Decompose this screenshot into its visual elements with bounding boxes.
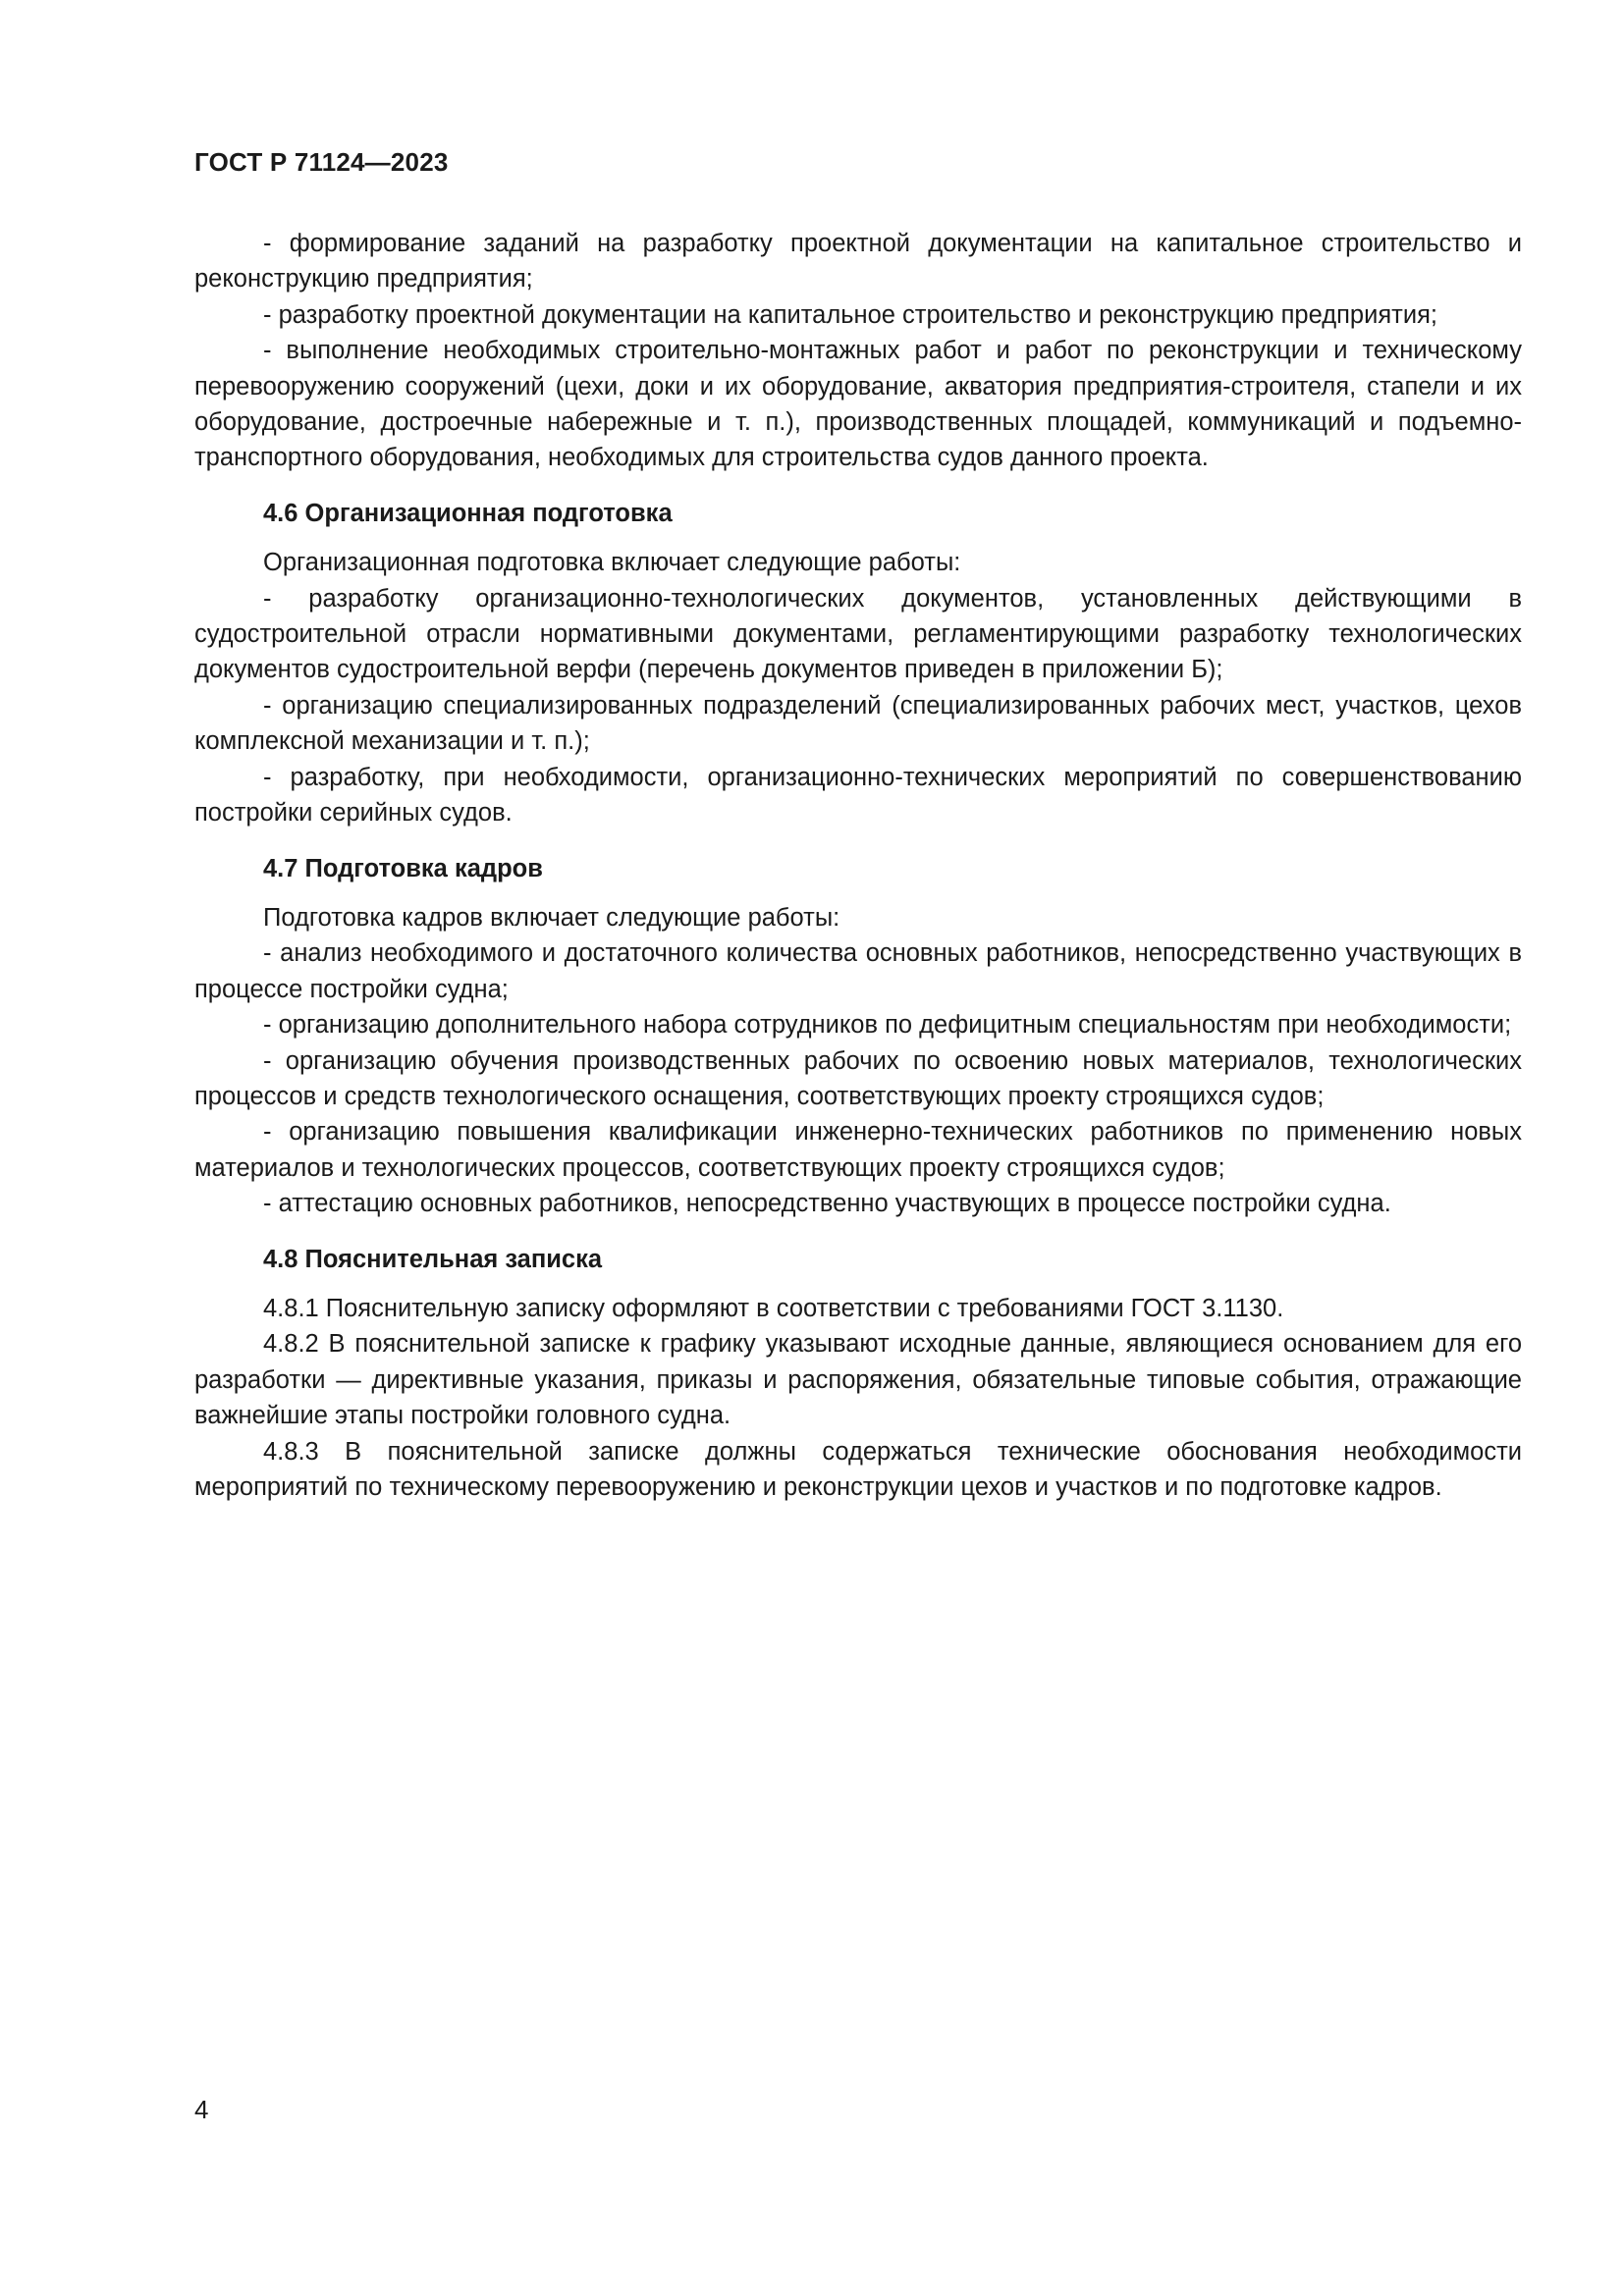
numbered-clause: 4.8.3 В пояснительной записке должны содержаться технические обоснования необходимости мероприятий по техническому перевооружению и реконструкции цехов и участков и по подготовке кадров.: [194, 1437, 1522, 1501]
list-item: - организацию повышения квалификации инженерно-технических работников по применению новых материалов и технологических процессов, соответствующих проекту строящихся судов;: [194, 1118, 1522, 1182]
section-heading-4-7: 4.7 Подготовка кадров: [263, 854, 543, 882]
numbered-clause: 4.8.1 Пояснительную записку оформляют в соответствии с требованиями ГОСТ 3.1130.: [263, 1294, 1284, 1322]
list-item: - организацию дополнительного набора сотрудников по дефицитным специальностям при необходимости;: [263, 1011, 1512, 1040]
section-lead: Подготовка кадров включает следующие работы:: [263, 903, 840, 932]
section-heading-4-6: 4.6 Организационная подготовка: [263, 499, 673, 527]
section-heading-4-8: 4.8 Пояснительная записка: [263, 1245, 603, 1273]
list-item: - анализ необходимого и достаточного количества основных работников, непосредственно участвующих в процессе постройки судна;: [194, 939, 1522, 1003]
list-item: - разработку, при необходимости, организационно-технических мероприятий по совершенствованию постройки серийных судов.: [194, 763, 1522, 828]
list-item: - разработку организационно-технологических документов, установленных действующими в судостроительной отрасли нормативными документами, регламентирующими разработку технологических документов судостроительной верфи (перечень документов приведен в приложении Б);: [194, 584, 1522, 684]
list-item: - формирование заданий на разработку проектной документации на капитальное строительство и реконструкцию предприятия;: [194, 230, 1522, 294]
list-item: - организацию специализированных подразделений (специализированных рабочих мест, участков, цехов комплексной механизации и т. п.);: [194, 691, 1522, 756]
document-body: [194, 226, 1522, 1505]
page-number: 4: [194, 2095, 209, 2124]
list-item: - аттестацию основных работников, непосредственно участвующих в процессе постройки судна.: [263, 1190, 1391, 1218]
document-code-header: ГОСТ Р 71124—2023: [194, 147, 449, 177]
list-item: - организацию обучения производственных рабочих по освоению новых материалов, технологических процессов и средств технологического оснащения, соответствующих проекту строящихся судов;: [194, 1046, 1522, 1110]
list-item: - выполнение необходимых строительно-монтажных работ и работ по реконструкции и техническому перевооружению сооружений (цехи, доки и их оборудование, акватория предприятия-строителя, стапели и их оборудование, достроечные набережные и т. п.), производственных площадей, коммуникаций и подъемно-транспортного оборудования, необходимых для строительства судов данного проекта.: [194, 337, 1522, 472]
section-lead: Организационная подготовка включает следующие работы:: [263, 549, 961, 577]
list-item: - разработку проектной документации на капитальное строительство и реконструкцию предприятия;: [263, 300, 1437, 329]
numbered-clause: 4.8.2 В пояснительной записке к графику указывают исходные данные, являющиеся основанием для его разработки — директивные указания, приказы и распоряжения, обязательные типовые события, отражающие важнейшие этапы постройки головного судна.: [194, 1330, 1522, 1430]
